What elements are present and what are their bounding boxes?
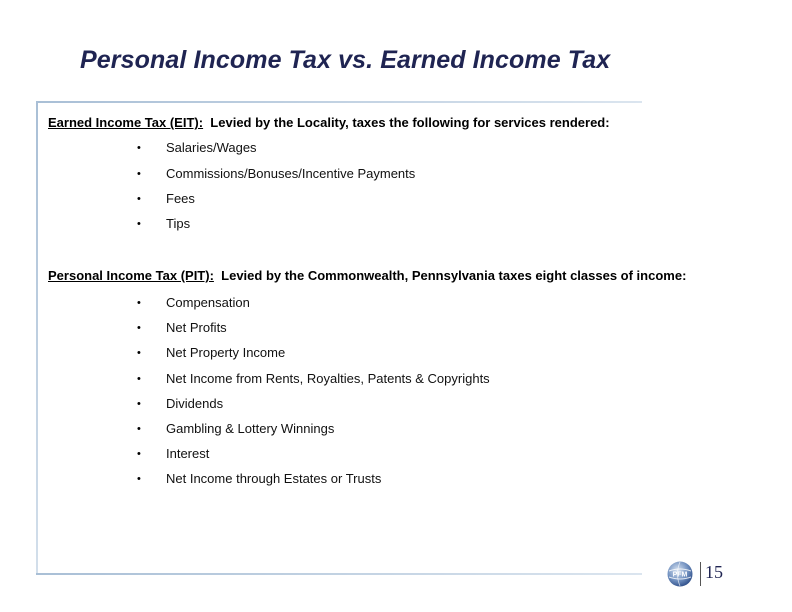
- frame-left-rule: [36, 101, 38, 575]
- eit-item-tips: Tips: [166, 216, 191, 231]
- eit-item-commissions: Commissions/Bonuses/Incentive Payments: [166, 166, 416, 181]
- pit-item-compensation: Compensation: [166, 295, 250, 310]
- pit-item-gambling: Gambling & Lottery Winnings: [166, 421, 335, 436]
- page-number: 15: [705, 562, 723, 582]
- eit-heading-text: Levied by the Locality, taxes the following for services rendered:: [203, 115, 610, 130]
- bullet: •: [137, 322, 141, 334]
- eit-heading-label: Earned Income Tax (EIT):: [48, 115, 204, 130]
- pit-item-dividends: Dividends: [166, 396, 224, 411]
- pit-heading-label: Personal Income Tax (PIT):: [48, 268, 214, 283]
- frame-top-rule: [36, 101, 642, 103]
- eit-item-salaries: Salaries/Wages: [166, 140, 257, 155]
- pit-item-estates-trusts: Net Income through Estates or Trusts: [166, 471, 382, 486]
- eit-item-fees: Fees: [166, 191, 195, 206]
- page-title: Personal Income Tax vs. Earned Income Tax: [80, 46, 611, 74]
- pit-item-interest: Interest: [166, 446, 210, 461]
- bullet: •: [137, 448, 141, 460]
- pit-item-net-property-income: Net Property Income: [166, 345, 286, 360]
- bullet: •: [137, 373, 141, 385]
- bullet: •: [137, 347, 141, 359]
- bullet: •: [137, 142, 141, 154]
- pit-heading: [48, 268, 686, 283]
- bullet: •: [137, 398, 141, 410]
- bullet: •: [137, 193, 141, 205]
- bullet: •: [137, 473, 141, 485]
- bullet: •: [137, 297, 141, 309]
- pit-heading-text: Levied by the Commonwealth, Pennsylvania taxes eight classes of income:: [213, 268, 687, 283]
- globe-logo-icon: [666, 560, 696, 588]
- logo-text: PFM: [672, 571, 688, 579]
- pit-item-rents-royalties: Net Income from Rents, Royalties, Patents & Copyrights: [166, 371, 490, 386]
- logo-divider: [700, 562, 701, 586]
- frame-bottom-rule: [36, 573, 642, 575]
- bullet: •: [137, 218, 141, 230]
- bullet: •: [137, 168, 141, 180]
- bullet: •: [137, 423, 141, 435]
- pit-item-net-profits: Net Profits: [166, 320, 227, 335]
- eit-heading: [48, 115, 610, 130]
